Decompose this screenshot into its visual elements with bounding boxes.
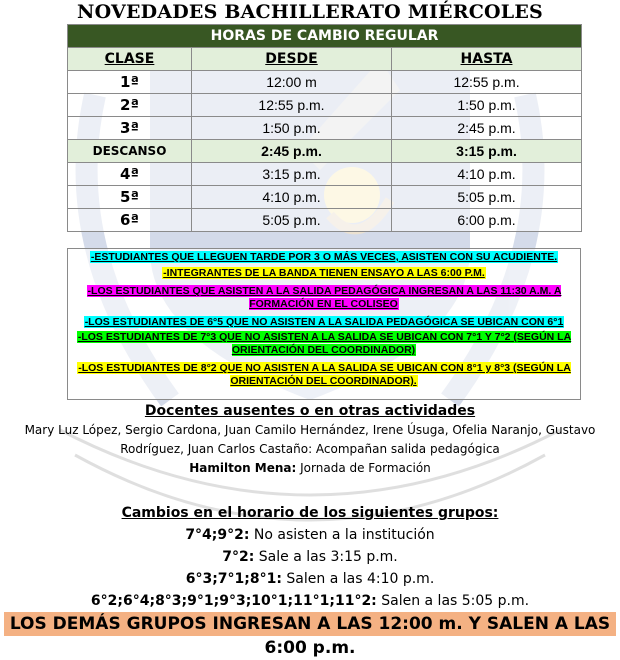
page-title: NOVEDADES BACHILLERATO MIÉRCOLES — [77, 1, 543, 23]
table-row — [68, 94, 582, 117]
absent-teachers-line-1: Mary Luz López, Sergio Cardona, Juan Camilo Hernández, Irene Úsuga, Ofelia Naranjo, Gustavo — [24, 423, 596, 437]
time-to: 3:15 p.m. — [392, 140, 582, 163]
class-label: 5ª — [68, 186, 192, 209]
note-field-trip: -LOS ESTUDIANTES QUE ASISTEN A LA SALIDA PEDAGÓGICA INGRESAN A LAS 11:30 A.M. A FORMACIÓN EN EL COLISEO — [87, 285, 562, 310]
table-row-break — [68, 140, 582, 163]
teacher-activity: Jornada de Formación — [296, 461, 431, 475]
change-text: Salen a las 4:10 p.m. — [281, 571, 435, 587]
header-hasta: HASTA — [392, 48, 582, 71]
absent-teachers-line-3 — [0, 461, 620, 475]
time-to: 12:55 p.m. — [392, 71, 582, 94]
change-item — [0, 527, 620, 543]
time-from: 1:50 p.m. — [192, 117, 392, 140]
class-label: 4ª — [68, 163, 192, 186]
absent-teachers-title: Docentes ausentes o en otras actividades — [144, 403, 476, 419]
time-from: 12:00 m — [192, 71, 392, 94]
header-clase: CLASE — [68, 48, 192, 71]
change-item — [0, 549, 620, 565]
change-text: Sale a las 3:15 p.m. — [254, 549, 398, 565]
time-to: 4:10 p.m. — [392, 163, 582, 186]
schedule-table — [67, 24, 582, 232]
class-label: 2ª — [68, 94, 192, 117]
time-to: 1:50 p.m. — [392, 94, 582, 117]
teacher-name: Hamilton Mena: — [189, 461, 297, 475]
time-from: 12:55 p.m. — [192, 94, 392, 117]
note-group-8-2: -LOS ESTUDIANTES DE 8°2 QUE NO ASISTEN A LA SALIDA SE UBICAN CON 8°1 y 8°3 (SEGÚN LA ORIENTACIÓN DEL COORDINADOR). — [78, 362, 571, 387]
table-row — [68, 163, 582, 186]
table-row — [68, 209, 582, 232]
change-groups: 6°3;7°1;8°1: — [185, 571, 282, 587]
change-groups: 6°2;6°4;8°3;9°1;9°3;10°1;11°1;11°2: — [90, 593, 377, 609]
header-desde: DESDE — [192, 48, 392, 71]
time-from: 3:15 p.m. — [192, 163, 392, 186]
change-item — [0, 593, 620, 609]
class-label: 6ª — [68, 209, 192, 232]
note-late-arrivals: -ESTUDIANTES QUE LLEGUEN TARDE POR 3 O MÁS VECES, ASISTEN CON SU ACUDIENTE. — [90, 251, 558, 263]
schedule-header-row — [68, 48, 582, 71]
note-group-7-3: -LOS ESTUDIANTES DE 7°3 QUE NO ASISTEN A LA SALIDA SE UBICAN CON 7°1 Y 7°2 (SEGÚN LA ORIENTACIÓN DEL COORDINADOR) — [77, 331, 572, 356]
absent-teachers-line-2: Rodríguez, Juan Carlos Castaño: Acompañan salida pedagógica — [120, 442, 500, 456]
schedule-band-row — [68, 25, 582, 48]
class-label: 1ª — [68, 71, 192, 94]
time-to: 2:45 p.m. — [392, 117, 582, 140]
class-label: 3ª — [68, 117, 192, 140]
table-row — [68, 71, 582, 94]
change-text: Salen a las 5:05 p.m. — [376, 593, 530, 609]
class-label: DESCANSO — [68, 140, 192, 163]
time-from: 2:45 p.m. — [192, 140, 392, 163]
time-from: 4:10 p.m. — [192, 186, 392, 209]
schedule-band: HORAS DE CAMBIO REGULAR — [68, 25, 582, 48]
time-from: 5:05 p.m. — [192, 209, 392, 232]
time-to: 6:00 p.m. — [392, 209, 582, 232]
change-text: No asisten a la institución — [249, 527, 435, 543]
change-item — [0, 571, 620, 587]
schedule-changes-title: Cambios en el horario de los siguientes grupos: — [121, 505, 499, 521]
time-to: 5:05 p.m. — [392, 186, 582, 209]
table-row — [68, 117, 582, 140]
note-band-rehearsal: -INTEGRANTES DE LA BANDA TIENEN ENSAYO A LAS 6:00 P.M. — [163, 267, 485, 279]
notes-box — [67, 248, 581, 400]
change-groups: 7°2: — [222, 549, 255, 565]
footer-banner: LOS DEMÁS GRUPOS INGRESAN A LAS 12:00 m. Y SALEN A LAS 6:00 p.m. — [4, 612, 616, 636]
change-groups: 7°4;9°2: — [185, 527, 250, 543]
note-group-6-5: -LOS ESTUDIANTES DE 6°5 QUE NO ASISTEN A LA SALIDA PEDAGÓGICA SE UBICAN CON 6°1 — [84, 316, 564, 328]
table-row — [68, 186, 582, 209]
